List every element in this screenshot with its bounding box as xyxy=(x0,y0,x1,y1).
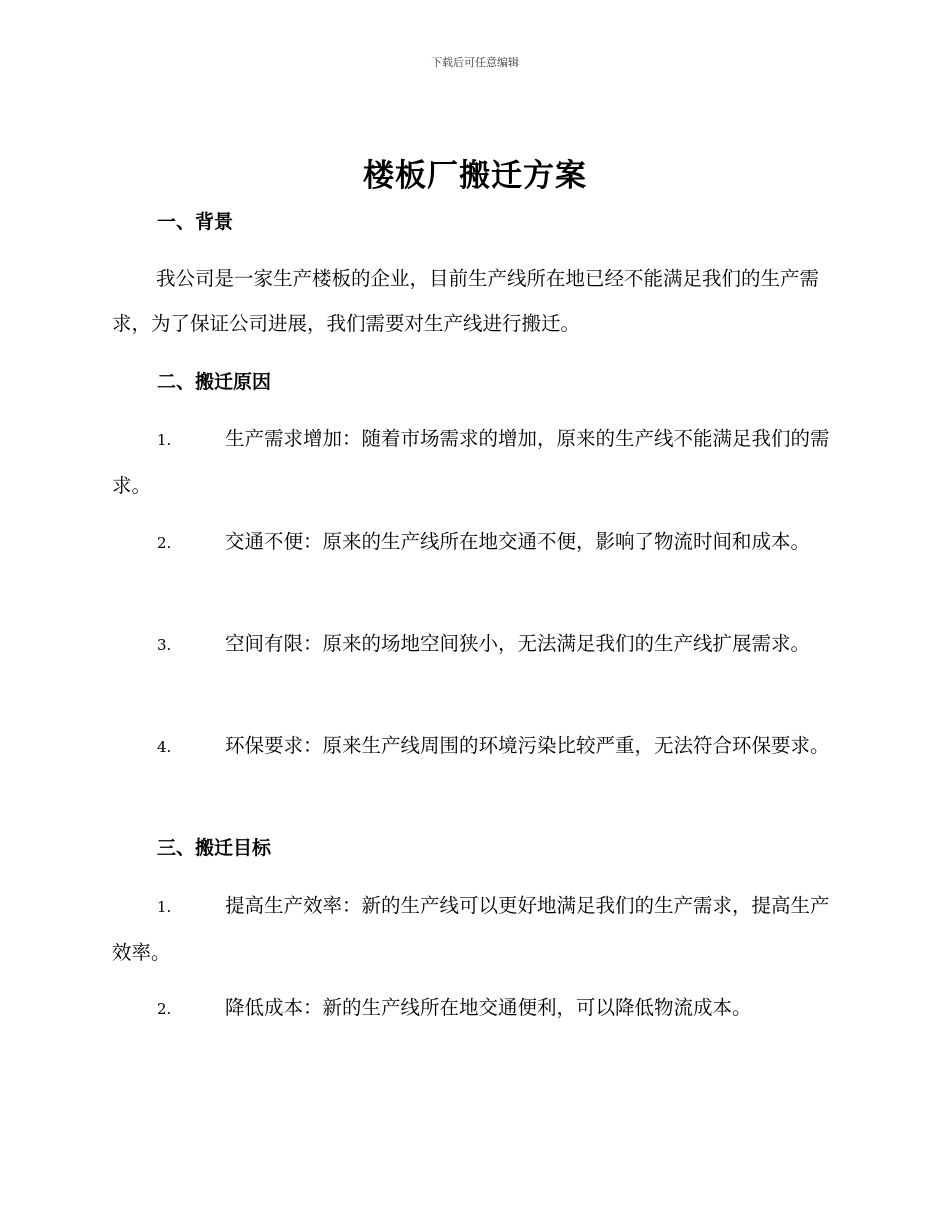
document-title: 楼板厂搬迁方案 xyxy=(363,158,587,194)
list-item xyxy=(112,519,838,566)
background-paragraph: 我公司是一家生产楼板的企业，目前生产线所在地已经不能满足我们的生产需求，为了保证公司进展，我们需要对生产线进行搬迁。 xyxy=(112,267,820,335)
list-item-text: 空间有限：原来的场地空间狭小，无法满足我们的生产线扩展需求。 xyxy=(225,632,811,655)
list-item-number: 2. xyxy=(157,1000,172,1018)
list-item-text: 环保要求：原来生产线周围的环境污染比较严重，无法符合环保要求。 xyxy=(225,734,830,757)
list-item xyxy=(112,723,838,770)
list-item-number: 1. xyxy=(157,898,172,916)
list-item-number: 1. xyxy=(157,431,172,449)
list-item-number: 2. xyxy=(157,534,172,552)
list-item xyxy=(112,985,838,1032)
section-heading-reasons: 二、搬迁原因 xyxy=(157,371,272,393)
list-item xyxy=(112,883,838,975)
list-item-number: 3. xyxy=(157,636,172,654)
list-item-text: 提高生产效率：新的生产线可以更好地满足我们的生产需求，提高生产效率。 xyxy=(112,894,830,964)
list-item-number: 4. xyxy=(157,738,172,756)
list-item xyxy=(112,416,838,508)
list-item xyxy=(112,621,838,668)
section-heading-goals: 三、搬迁目标 xyxy=(157,837,272,859)
header-note: 下载后可任意编辑 xyxy=(431,56,519,69)
list-item-text: 交通不便：原来的生产线所在地交通不便，影响了物流时间和成本。 xyxy=(225,530,811,553)
section-heading-background: 一、背景 xyxy=(157,211,234,233)
list-item-text: 降低成本：新的生产线所在地交通便利，可以降低物流成本。 xyxy=(225,996,752,1019)
list-item-text: 生产需求增加：随着市场需求的增加，原来的生产线不能满足我们的需求。 xyxy=(112,427,830,497)
